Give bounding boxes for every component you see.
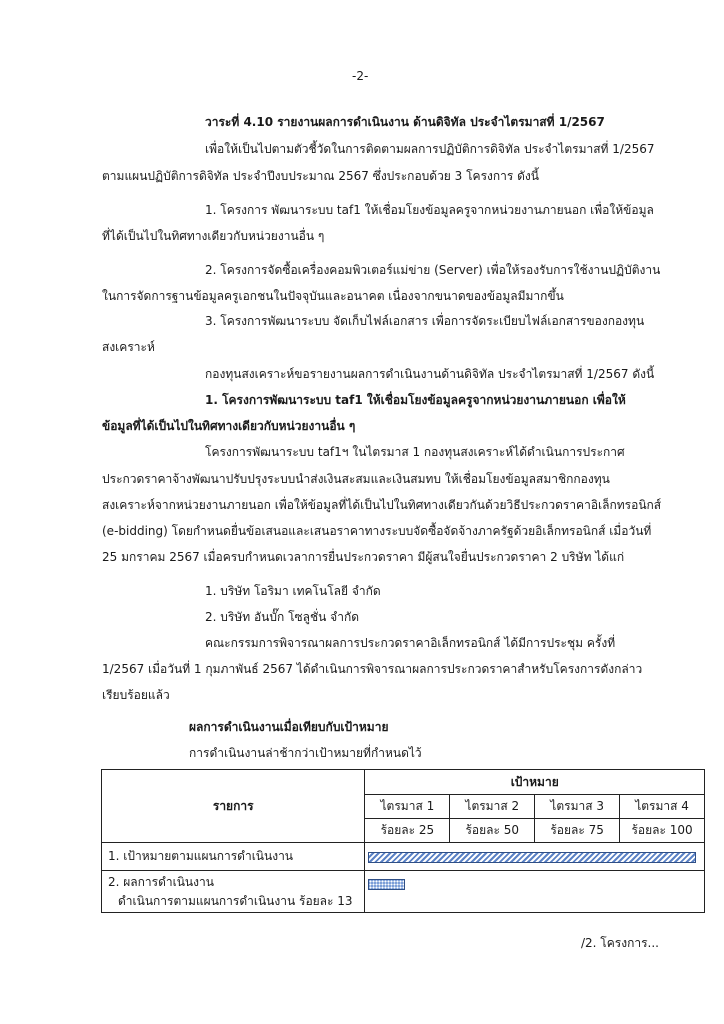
intro-line-2: ตามแผนปฏิบัติการดิจิทัล ประจำปีงบประมาณ 2567 ซึ่งประกอบด้วย 3 โครงการ ดังนี้: [102, 169, 539, 183]
row-actual-label: 2. ผลการดำเนินงาน: [108, 874, 214, 889]
percent-header: ร้อยละ 50: [450, 819, 535, 843]
percent-header: ร้อยละ 25: [365, 819, 450, 843]
plan-progress-bar: [368, 852, 696, 863]
col-item-header: รายการ: [102, 770, 365, 843]
results-heading: ผลการดำเนินงานเมื่อเทียบกับเป้าหมาย: [189, 720, 389, 734]
company-item: 1. บริษัท โอริมา เทคโนโลยี จำกัด: [205, 584, 381, 598]
section1-para1-line: ประกวดราคาจ้างพัฒนาปรับปรุงระบบนำส่งเงินสะสมและเงินสมทบ ให้เชื่อมโยงข้อมูลสมาชิกกองทุน: [102, 472, 610, 486]
section1-heading-2: ข้อมูลที่ได้เป็นไปในทิศทางเดียวกับหน่วยงานอื่น ๆ: [102, 419, 356, 433]
report-intro: กองทุนสงเคราะห์ขอรายงานผลการดำเนินงานด้านดิจิทัล ประจำไตรมาสที่ 1/2567 ดังนี้: [205, 367, 655, 381]
section1-para1-line: โครงการพัฒนาระบบ taf1ฯ ในไตรมาส 1 กองทุนสงเคราะห์ได้ดำเนินการประกาศ: [205, 445, 625, 459]
company-item: 2. บริษัท อันบั๊ก โซลูชั่น จำกัด: [205, 610, 360, 624]
row-plan-label: 1. เป้าหมายตามแผนการดำเนินงาน: [102, 843, 365, 871]
percent-header: ร้อยละ 75: [535, 819, 620, 843]
quarter-header: ไตรมาส 3: [535, 795, 620, 819]
section1-para2-line: 1/2567 เมื่อวันที่ 1 กุมภาพันธ์ 2567 ได้ดำเนินการพิจารณาผลการประกวดราคาสำหรับโครงการดังกล่าว: [102, 662, 643, 676]
col-target-header: เป้าหมาย: [365, 770, 705, 795]
quarter-header: ไตรมาส 1: [365, 795, 450, 819]
row-actual-detail: ดำเนินการตามแผนการดำเนินงาน ร้อยละ 13: [118, 893, 353, 908]
project-2-line-1: 2. โครงการจัดซื้อเครื่องคอมพิวเตอร์แม่ข่าย (Server) เพื่อให้รองรับการใช้งานปฏิบัติงาน: [205, 263, 661, 277]
row-actual-label-cell: [102, 871, 365, 913]
quarter-header: ไตรมาส 2: [450, 795, 535, 819]
agenda-title: วาระที่ 4.10 รายงานผลการดำเนินงาน ด้านดิจิทัล ประจำไตรมาสที่ 1/2567: [205, 115, 605, 129]
percent-header: ร้อยละ 100: [620, 819, 705, 843]
progress-table: [101, 769, 705, 913]
section1-para1-line: 25 มกราคม 2567 เมื่อครบกำหนดเวลาการยื่นประกวดราคา มีผู้สนใจยื่นประกวดราคา 2 บริษัท ได้แก่: [102, 550, 625, 564]
actual-progress-bar: [368, 879, 405, 890]
project-1-line-1: 1. โครงการ พัฒนาระบบ taf1 ให้เชื่อมโยงข้อมูลครูจากหน่วยงานภายนอก เพื่อให้ข้อมูล: [205, 203, 654, 217]
page-number: -2-: [352, 69, 369, 83]
project-3-line-2: สงเคราะห์: [102, 340, 155, 354]
footer-continuation: /2. โครงการ...: [581, 936, 659, 950]
results-note: การดำเนินงานล่าช้ากว่าเป้าหมายที่กำหนดไว้: [189, 746, 422, 760]
section1-para2-line: คณะกรรมการพิจารณาผลการประกวดราคาอิเล็กทรอนิกส์ ได้มีการประชุม ครั้งที่: [205, 636, 616, 650]
actual-bar-cell: [365, 871, 705, 913]
quarter-header: ไตรมาส 4: [620, 795, 705, 819]
section1-para1-line: สงเคราะห์จากหน่วยงานภายนอก เพื่อให้ข้อมูลที่ได้เป็นไปในทิศทางเดียวกันด้วยวิธีประกวดราคาอิเล็กทรอนิกส์: [102, 498, 662, 512]
section1-para1-line: (e-bidding) โดยกำหนดยื่นข้อเสนอและเสนอราคาทางระบบจัดซื้อจัดจ้างภาครัฐด้วยอิเล็กทรอนิกส์ เมื่อวันที่: [102, 524, 652, 538]
project-2-line-2: ในการจัดการฐานข้อมูลครูเอกชนในปัจจุบันและอนาคต เนื่องจากขนาดของข้อมูลมีมากขึ้น: [102, 289, 564, 303]
project-1-line-2: ที่ได้เป็นไปในทิศทางเดียวกับหน่วยงานอื่น ๆ: [102, 229, 325, 243]
intro-line-1: เพื่อให้เป็นไปตามตัวชี้วัดในการติดตามผลการปฏิบัติการดิจิทัล ประจำไตรมาสที่ 1/2567: [205, 142, 655, 156]
section1-para2-line: เรียบร้อยแล้ว: [102, 688, 170, 702]
section1-heading-1: 1. โครงการพัฒนาระบบ taf1 ให้เชื่อมโยงข้อมูลครูจากหน่วยงานภายนอก เพื่อให้: [205, 393, 626, 407]
plan-bar-cell: [365, 843, 705, 871]
project-3-line-1: 3. โครงการพัฒนาระบบ จัดเก็บไฟล์เอกสาร เพื่อการจัดระเบียบไฟล์เอกสารของกองทุน: [205, 314, 645, 328]
